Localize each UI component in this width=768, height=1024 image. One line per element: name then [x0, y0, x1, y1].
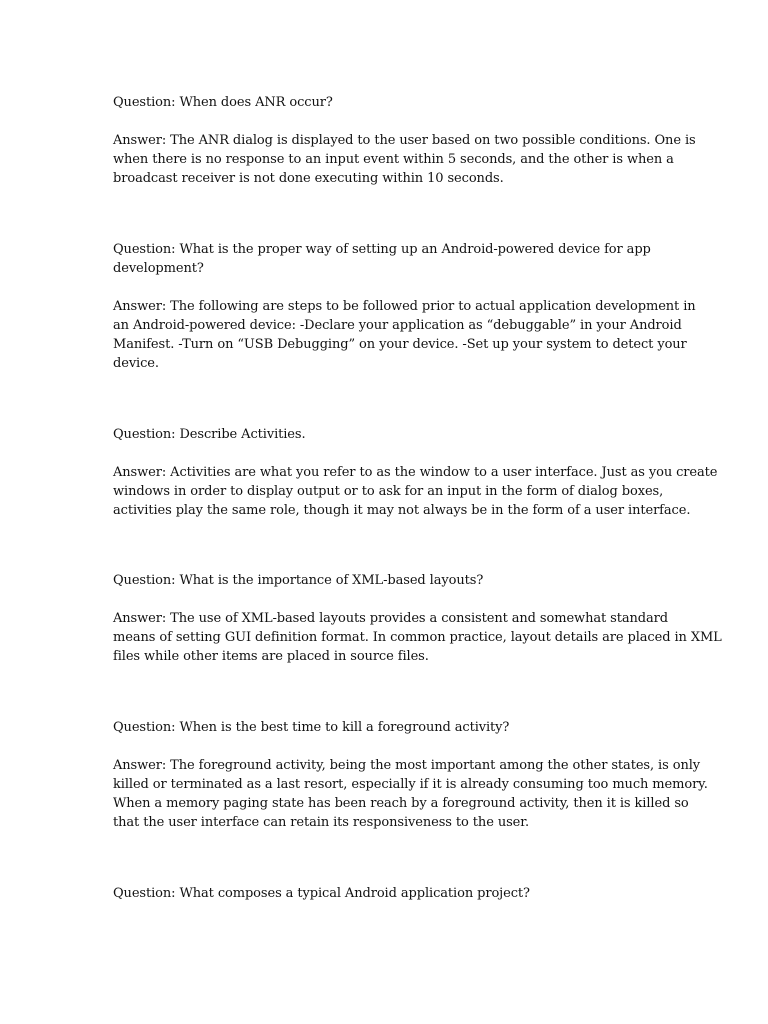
- answer-activities-line-2: windows in order to display output or to ask for an input in the form of dialog boxes,: [113, 484, 664, 499]
- answer-foreground-line-2: killed or terminated as a last resort, especially if it is already consuming too much memory.: [113, 777, 708, 792]
- answer-foreground-line-4: that the user interface can retain its responsiveness to the user.: [113, 815, 529, 830]
- answer-foreground-line-3: When a memory paging state has been reach by a foreground activity, then it is killed so: [113, 796, 689, 811]
- answer-xml-layouts-line-1: Answer: The use of XML-based layouts provides a consistent and somewhat standard: [113, 611, 668, 626]
- answer-anr-line-2: when there is no response to an input event within 5 seconds, and the other is when a: [113, 152, 674, 167]
- answer-anr-line-3: broadcast receiver is not done executing within 10 seconds.: [113, 171, 504, 186]
- answer-xml-layouts-line-2: means of setting GUI definition format. In common practice, layout details are placed in XML: [113, 630, 722, 645]
- question-when-does-anr-occur: Question: When does ANR occur?: [113, 95, 333, 110]
- answer-device-setup-line-4: device.: [113, 356, 159, 371]
- answer-foreground-line-1: Answer: The foreground activity, being the most important among the other states, is only: [113, 758, 701, 773]
- question-android-project-composition: Question: What composes a typical Android application project?: [113, 886, 530, 901]
- question-xml-layouts: Question: What is the importance of XML-based layouts?: [113, 573, 484, 588]
- answer-device-setup-line-2: an Android-powered device: -Declare your application as “debuggable” in your Android: [113, 318, 682, 333]
- question-device-setup-line-1: Question: What is the proper way of setting up an Android-powered device for app: [113, 242, 651, 257]
- answer-xml-layouts-line-3: files while other items are placed in source files.: [113, 649, 429, 664]
- answer-anr-line-1: Answer: The ANR dialog is displayed to the user based on two possible conditions. One is: [113, 133, 696, 148]
- question-device-setup-line-2: development?: [113, 261, 204, 276]
- answer-device-setup-line-1: Answer: The following are steps to be followed prior to actual application development in: [113, 299, 696, 314]
- answer-device-setup-line-3: Manifest. -Turn on “USB Debugging” on your device. -Set up your system to detect your: [113, 337, 687, 352]
- answer-activities-line-1: Answer: Activities are what you refer to as the window to a user interface. Just as you create: [113, 465, 718, 480]
- question-describe-activities: Question: Describe Activities.: [113, 427, 306, 442]
- answer-activities-line-3: activities play the same role, though it may not always be in the form of a user interface.: [113, 503, 691, 518]
- question-kill-foreground-activity: Question: When is the best time to kill a foreground activity?: [113, 720, 510, 735]
